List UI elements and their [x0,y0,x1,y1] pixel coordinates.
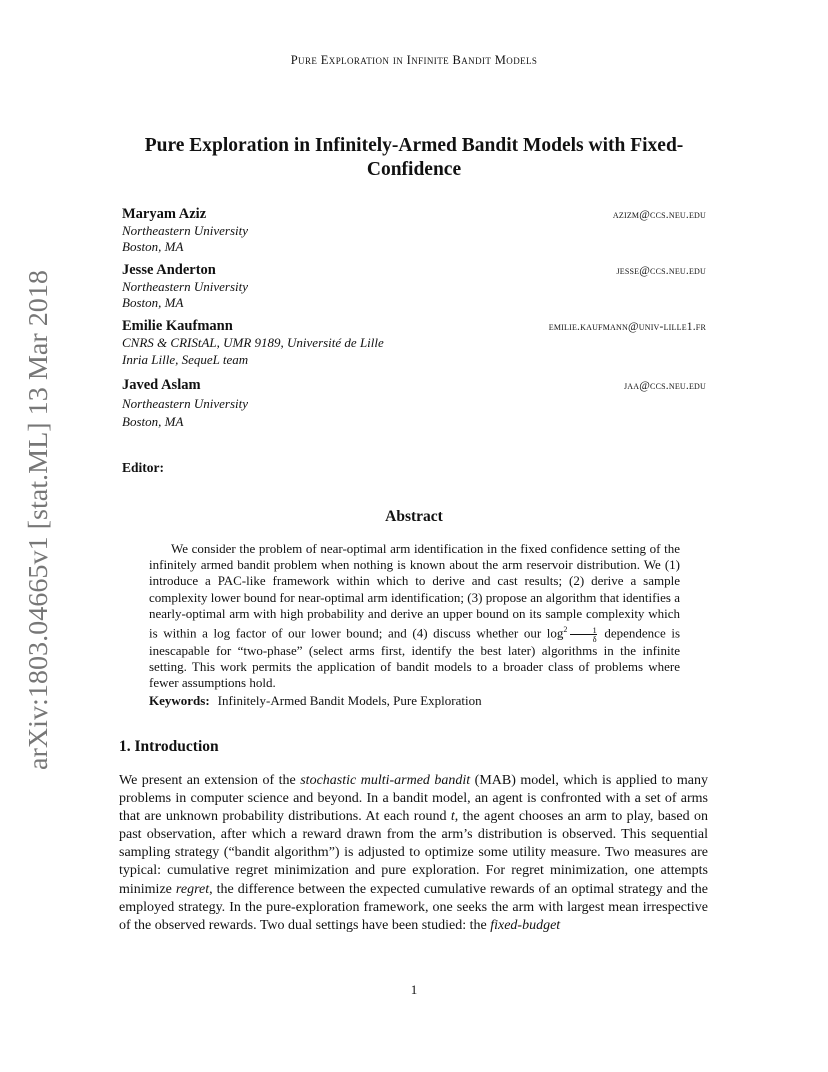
intro-emphasis: fixed-budget [490,917,561,933]
intro-text: We present an extension of the [119,773,301,788]
math-fraction [570,626,596,643]
author-affiliation: Northeastern University [122,223,249,238]
intro-paragraph [119,772,708,935]
intro-emphasis: stochastic multi-armed bandit [300,773,471,788]
running-head: Pure Exploration in Infinite Bandit Models [290,53,538,67]
abstract-text: dependence is inescapable for “two-phase” (select arms first, identify the best later) algorithms in the infinite setting. This work permits the application of bandit models to a broader class of problems where fewer assumptions hold. [149,625,680,691]
author-name: Maryam Aziz [122,206,207,222]
section-heading: 1. Introduction [119,738,219,755]
intro-text: , the difference between the expected cumulative rewards of an optimal strategy and the employed strategy. In the pure-exploration framework, one seeks the arm with largest mean irrespective of the observed rewards. Two dual settings have been studied: the [119,881,708,933]
keywords-label: Keywords: [149,693,210,708]
intro-emphasis: regret [175,881,210,897]
author-affiliation: Northeastern University [122,279,249,294]
arxiv-stamp-text: arXiv:1803.04665v1 [stat.ML] 13 Mar 2018 [23,290,53,770]
author-name: Javed Aslam [122,377,201,393]
arxiv-stamp-svg [14,265,58,775]
author-name: Emilie Kaufmann [122,318,233,334]
author-email[interactable]: emilie.kaufmann@univ-lille1.fr [548,321,706,333]
fraction-denominator: δ [592,633,597,644]
author-location: Boston, MA [122,239,184,254]
intro-math: t [450,809,455,825]
abstract-body [149,541,680,691]
fraction-numerator: 1 [570,626,596,635]
intro-text: (MAB) model, which is applied to many problems in computer science and beyond. In a bandit model, an agent is confronted with a set of arms that are unknown probability distributions. At each round [119,773,708,825]
author-affiliation: Northeastern University [122,396,249,411]
page-number: 1 [410,982,418,997]
author-location: Boston, MA [122,414,184,429]
author-email[interactable]: azizm@ccs.neu.edu [612,209,706,221]
keywords-line [149,693,709,709]
keywords-text: Infinitely-Armed Bandit Models, Pure Exploration [217,693,482,708]
author-email[interactable]: jesse@ccs.neu.edu [616,265,706,277]
author-email[interactable]: jaa@ccs.neu.edu [623,380,706,392]
abstract-heading: Abstract [385,508,443,525]
abstract-text: We consider the problem of near-optimal arm identification in the fixed confidence setting of the infinitely armed bandit problem when nothing is known about the arm reservoir distribution. We (1) introduce a PAC-like framework within which to derive and cast results; (2) derive a sample complexity lower bound for near-optimal arm identification; (3) propose an algorithm that identifies a nearly-optimal arm with high probability and derive an upper bound on its sample complexity which is within a log factor of our lower bound; and (4) discuss whether our log [149,541,680,641]
author-location: Inria Lille, SequeL team [122,352,249,367]
author-location: Boston, MA [122,295,184,310]
math-superscript: 2 [563,625,568,635]
editor-label: Editor: [122,460,164,475]
arxiv-stamp[interactable] [14,265,58,775]
author-name: Jesse Anderton [122,262,216,278]
author-affiliation: CNRS & CRIStAL, UMR 9189, Université de Lille [122,335,384,350]
intro-text: , the agent chooses an arm to play, based on past observation, after which a reward drawn from the arm’s distribution is observed. This sequential sampling strategy (“bandit algorithm”) is adjusted to optimize some utility measure. Two measures are typical: cumulative regret minimization and pure exploration. For regret minimization, one attempts minimize [119,809,708,897]
paper-title: Pure Exploration in Infinitely-Armed Bandit Models with Fixed-Confidence [144,135,684,180]
